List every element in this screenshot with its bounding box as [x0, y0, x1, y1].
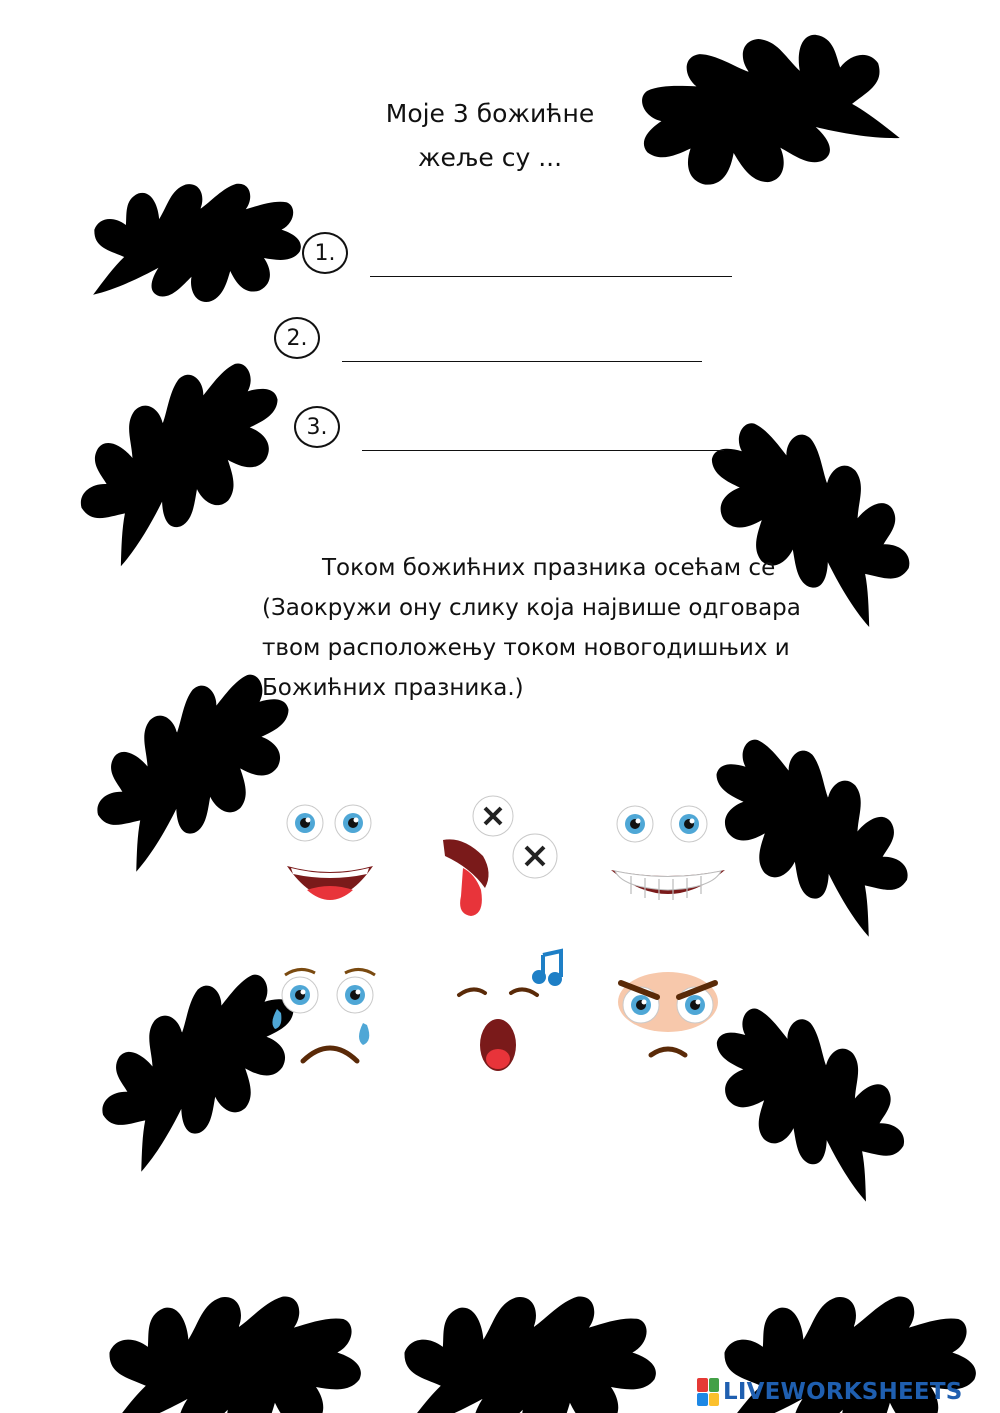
wish-answer-line[interactable] [342, 361, 702, 362]
oak-leaf-icon [745, 935, 960, 1195]
oak-leaf-icon [640, 40, 950, 250]
instruction-paragraph [262, 548, 822, 708]
wish-number: 2. [274, 317, 320, 359]
wish-answer-line[interactable] [362, 450, 724, 451]
wish-number: 1. [302, 232, 348, 274]
singing-emoji-icon[interactable] [423, 947, 573, 1097]
instruction-text: Током божићних празника осећам се (Заокружи ону слику која највише одговара твом расположењу током новогодишњих и Божићних празника.) [262, 555, 801, 701]
laughing-emoji-icon[interactable] [255, 778, 405, 928]
oak-leaf-icon [40, 40, 270, 240]
wish-row [294, 406, 724, 452]
oak-leaf-icon [50, 865, 260, 1165]
oak-leaf-icon [650, 1170, 960, 1370]
title-line-1: Моје 3 божићне [385, 99, 595, 128]
wish-row [274, 317, 704, 363]
wish-number: 3. [294, 406, 340, 448]
brand-text: LIVEWORKSHEETS [723, 1379, 963, 1405]
angry-emoji-icon[interactable] [593, 947, 743, 1097]
liveworksheets-logo-icon [697, 1378, 719, 1406]
dizzy-emoji-icon[interactable] [423, 778, 573, 928]
oak-leaf-icon [50, 565, 250, 865]
crying-emoji-icon[interactable] [255, 947, 405, 1097]
liveworksheets-brand[interactable] [697, 1376, 997, 1408]
oak-leaf-icon [40, 1170, 340, 1370]
title-line-2: жеље су ... [417, 143, 563, 172]
wish-answer-line[interactable] [370, 276, 732, 277]
wish-row [302, 232, 732, 278]
oak-leaf-icon [340, 1170, 630, 1370]
grinning-emoji-icon[interactable] [593, 778, 743, 928]
worksheet-title [330, 92, 650, 180]
oak-leaf-icon [40, 250, 230, 560]
